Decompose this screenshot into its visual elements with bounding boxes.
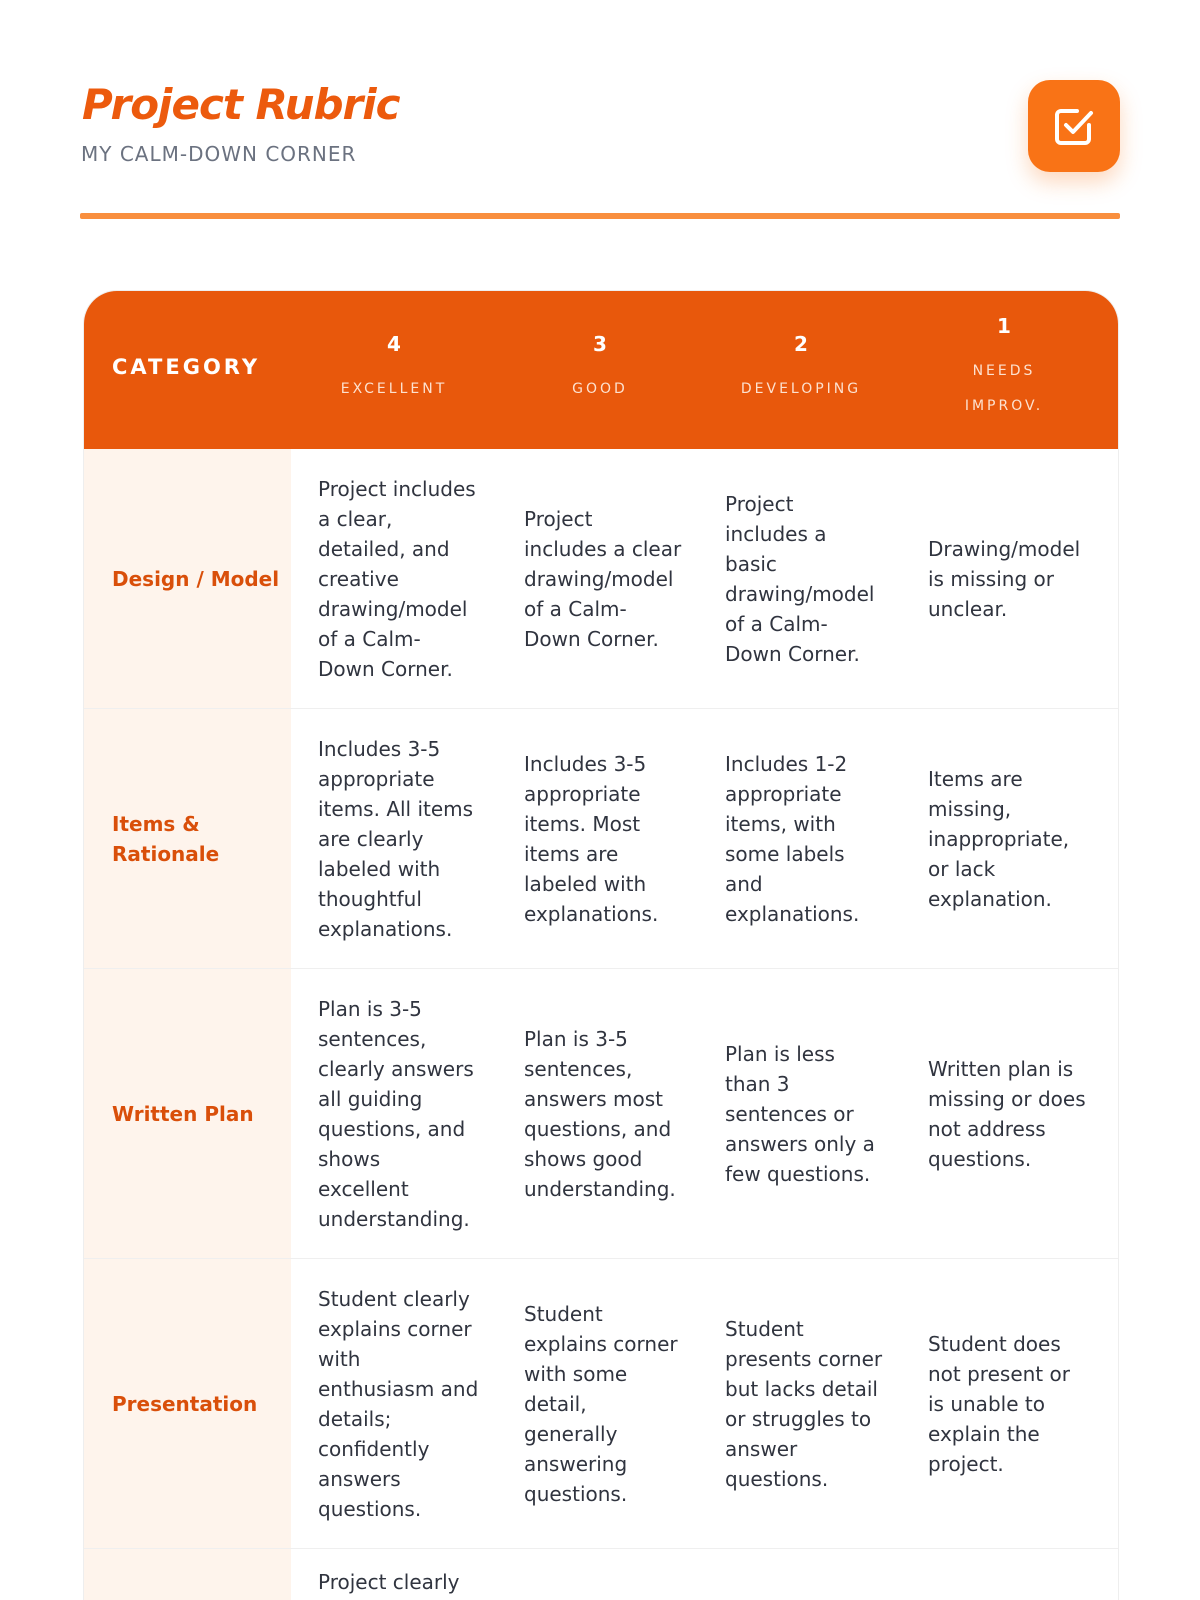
criteria-text xyxy=(318,734,473,944)
criteria-cell xyxy=(698,969,904,1258)
score-label xyxy=(572,372,628,407)
rubric-row xyxy=(84,969,1119,1259)
criteria-cell xyxy=(291,969,497,1258)
criteria-line: Student clearly xyxy=(318,1286,470,1311)
criteria-line: or lack xyxy=(928,856,996,881)
criteria-line: generally xyxy=(524,1421,618,1446)
criteria-line: answer xyxy=(725,1436,798,1461)
score-label xyxy=(341,372,448,407)
criteria-line: detailed, and xyxy=(318,536,450,561)
criteria-cell xyxy=(901,449,1107,708)
header-divider xyxy=(80,213,1120,219)
criteria-line: Project xyxy=(725,491,794,516)
category-label-line: Presentation xyxy=(112,1391,258,1416)
criteria-line: missing, xyxy=(928,796,1012,821)
criteria-line: appropriate xyxy=(725,781,842,806)
criteria-line: appropriate xyxy=(524,781,641,806)
criteria-line: drawing/model xyxy=(524,566,674,591)
criteria-line: explanations. xyxy=(725,901,860,926)
criteria-line: inappropriate, xyxy=(928,826,1070,851)
criteria-line: questions. xyxy=(928,1146,1032,1171)
criteria-text xyxy=(318,1284,478,1524)
criteria-line: includes a clear xyxy=(524,536,682,561)
criteria-line: of a Calm- xyxy=(524,596,627,621)
criteria-text xyxy=(928,1329,1070,1479)
criteria-line: few questions. xyxy=(725,1161,871,1186)
criteria-text xyxy=(524,1024,676,1204)
criteria-text xyxy=(318,994,474,1234)
criteria-line: confidently xyxy=(318,1436,430,1461)
criteria-line: explain the xyxy=(928,1421,1040,1446)
criteria-line: questions. xyxy=(725,1466,829,1491)
criteria-line: Student xyxy=(725,1316,804,1341)
score-number: 4 xyxy=(387,331,401,356)
criteria-text xyxy=(725,1314,882,1494)
criteria-line: shows good xyxy=(524,1146,643,1171)
criteria-line: questions, and xyxy=(524,1116,672,1141)
criteria-line: drawing/model xyxy=(725,581,875,606)
criteria-cell xyxy=(497,449,703,708)
criteria-line: of a Calm- xyxy=(725,611,828,636)
score-number: 1 xyxy=(997,314,1011,338)
criteria-line: sentences, xyxy=(524,1056,633,1081)
table-header xyxy=(84,291,1119,449)
page-header xyxy=(80,78,1120,178)
criteria-line: sentences or xyxy=(725,1101,854,1126)
criteria-line: Items are xyxy=(928,766,1023,791)
rubric-row xyxy=(84,709,1119,969)
criteria-line: Student does xyxy=(928,1331,1061,1356)
criteria-line: items. All items xyxy=(318,796,474,821)
criteria-line: answers most xyxy=(524,1086,663,1111)
criteria-text xyxy=(524,504,681,654)
criteria-cell xyxy=(698,709,904,968)
criteria-line: with xyxy=(318,1346,361,1371)
rubric-row xyxy=(84,1549,1119,1600)
criteria-line: thoughtful xyxy=(318,886,422,911)
criteria-line: all guiding xyxy=(318,1086,423,1111)
criteria-text xyxy=(928,534,1080,624)
criteria-line: Down Corner. xyxy=(524,626,659,651)
criteria-line: explanations. xyxy=(318,916,453,941)
criteria-line: shows xyxy=(318,1146,381,1171)
criteria-text xyxy=(524,1299,678,1509)
criteria-line: Down Corner. xyxy=(725,641,860,666)
score-label-line: EXCELLENT xyxy=(340,380,448,397)
criteria-line: explains corner xyxy=(318,1316,472,1341)
criteria-line: items, with xyxy=(725,811,836,836)
criteria-line: missing or does xyxy=(928,1086,1086,1111)
criteria-cell xyxy=(901,1549,1107,1600)
criteria-line: explains corner xyxy=(524,1331,678,1356)
criteria-line: than 3 xyxy=(725,1071,790,1096)
criteria-line: are clearly xyxy=(318,826,424,851)
criteria-cell xyxy=(901,969,1107,1258)
criteria-cell xyxy=(698,1549,904,1600)
criteria-line: questions, and xyxy=(318,1116,466,1141)
criteria-line: presents corner xyxy=(725,1346,883,1371)
criteria-cell xyxy=(291,709,497,968)
criteria-line: Written plan is xyxy=(928,1056,1074,1081)
score-column-header xyxy=(698,291,904,449)
score-number: 2 xyxy=(794,331,808,356)
criteria-line: details; xyxy=(318,1406,392,1431)
criteria-line: items are xyxy=(524,841,619,866)
criteria-line: questions. xyxy=(318,1496,422,1521)
criteria-text xyxy=(725,1039,875,1189)
score-label-line: IMPROV. xyxy=(964,398,1044,414)
category-label-line: Items & xyxy=(112,811,200,836)
criteria-line: basic xyxy=(725,551,777,576)
criteria-cell xyxy=(497,709,703,968)
criteria-line: Includes 3-5 xyxy=(318,736,441,761)
category-cell xyxy=(84,1549,291,1600)
rubric-row xyxy=(84,449,1119,709)
criteria-line: unclear. xyxy=(928,596,1008,621)
criteria-cell xyxy=(291,1549,497,1600)
criteria-line: or struggles to xyxy=(725,1406,872,1431)
criteria-line: Includes 1-2 xyxy=(725,751,848,776)
criteria-line: of a Calm- xyxy=(318,626,421,651)
checkbox-edit-badge[interactable] xyxy=(1028,80,1120,172)
category-label-line: Design / Model xyxy=(112,566,280,591)
criteria-line: answers xyxy=(318,1466,401,1491)
criteria-cell xyxy=(698,449,904,708)
criteria-line: project. xyxy=(928,1451,1004,1476)
criteria-cell xyxy=(901,1259,1107,1548)
criteria-text xyxy=(725,489,874,669)
criteria-line: Down Corner. xyxy=(318,656,453,681)
category-cell xyxy=(84,969,291,1258)
page-subtitle: MY CALM-DOWN CORNER xyxy=(81,142,357,166)
criteria-text xyxy=(928,1054,1086,1174)
category-cell xyxy=(84,709,291,968)
score-label xyxy=(741,372,861,407)
score-label-line: DEVELOPING xyxy=(740,380,862,397)
criteria-cell xyxy=(698,1259,904,1548)
score-column-header xyxy=(901,291,1107,449)
score-column-header xyxy=(291,291,497,449)
criteria-line: labeled with xyxy=(318,856,441,881)
criteria-line: is unable to xyxy=(928,1391,1045,1416)
criteria-line: Includes 3-5 xyxy=(524,751,647,776)
criteria-line: some labels xyxy=(725,841,845,866)
score-label xyxy=(965,354,1043,424)
criteria-line: Plan is 3-5 xyxy=(318,996,422,1021)
category-label-line: Written Plan xyxy=(112,1101,254,1126)
criteria-line: Project clearly xyxy=(318,1570,460,1594)
criteria-line: answers only a xyxy=(725,1131,875,1156)
criteria-line: enthusiasm and xyxy=(318,1376,479,1401)
criteria-line: but lacks detail xyxy=(725,1376,878,1401)
rubric-table xyxy=(83,290,1119,1600)
criteria-cell xyxy=(901,709,1107,968)
criteria-line: excellent xyxy=(318,1176,409,1201)
score-column-header xyxy=(497,291,703,449)
score-label-line: GOOD xyxy=(572,380,628,397)
criteria-line: drawing/model xyxy=(318,596,468,621)
criteria-line: is missing or xyxy=(928,566,1054,591)
criteria-line: Plan is less xyxy=(725,1041,835,1066)
criteria-text xyxy=(928,764,1069,914)
criteria-line: Project xyxy=(524,506,593,531)
criteria-text xyxy=(318,1567,460,1597)
category-header: CATEGORY xyxy=(112,355,261,379)
score-number: 3 xyxy=(593,331,607,356)
category-label xyxy=(112,564,279,594)
criteria-line: detail, xyxy=(524,1391,587,1416)
criteria-line: and xyxy=(725,871,763,896)
criteria-line: Student xyxy=(524,1301,603,1326)
criteria-line: understanding. xyxy=(318,1206,470,1231)
criteria-cell xyxy=(497,1259,703,1548)
page-title: Project Rubric xyxy=(82,80,400,129)
score-label-line: NEEDS xyxy=(972,363,1036,379)
criteria-text xyxy=(524,749,658,929)
criteria-text xyxy=(725,749,859,929)
criteria-line: includes a xyxy=(725,521,827,546)
criteria-line: answering xyxy=(524,1451,628,1476)
rubric-row xyxy=(84,1259,1119,1549)
checkbox-edit-icon xyxy=(1049,101,1099,151)
criteria-line: not address xyxy=(928,1116,1046,1141)
criteria-line: Project includes xyxy=(318,476,476,501)
criteria-line: with some xyxy=(524,1361,628,1386)
criteria-line: items. Most xyxy=(524,811,641,836)
criteria-line: questions. xyxy=(524,1481,628,1506)
criteria-line: understanding. xyxy=(524,1176,676,1201)
criteria-line: Drawing/model xyxy=(928,536,1081,561)
criteria-line: a clear, xyxy=(318,506,393,531)
criteria-line: sentences, xyxy=(318,1026,427,1051)
category-cell xyxy=(84,1259,291,1548)
category-label-line: Rationale xyxy=(112,841,220,866)
category-label xyxy=(112,809,219,869)
criteria-text xyxy=(318,474,476,684)
criteria-line: Plan is 3-5 xyxy=(524,1026,628,1051)
criteria-line: explanations. xyxy=(524,901,659,926)
criteria-line: not present or xyxy=(928,1361,1070,1386)
criteria-line: explanation. xyxy=(928,886,1052,911)
category-cell xyxy=(84,449,291,708)
criteria-line: appropriate xyxy=(318,766,435,791)
criteria-cell xyxy=(497,969,703,1258)
criteria-cell xyxy=(291,1259,497,1548)
criteria-line: creative xyxy=(318,566,399,591)
criteria-cell xyxy=(291,449,497,708)
criteria-line: clearly answers xyxy=(318,1056,474,1081)
category-label xyxy=(112,1389,257,1419)
criteria-cell xyxy=(497,1549,703,1600)
criteria-line: labeled with xyxy=(524,871,647,896)
category-label xyxy=(112,1099,254,1129)
